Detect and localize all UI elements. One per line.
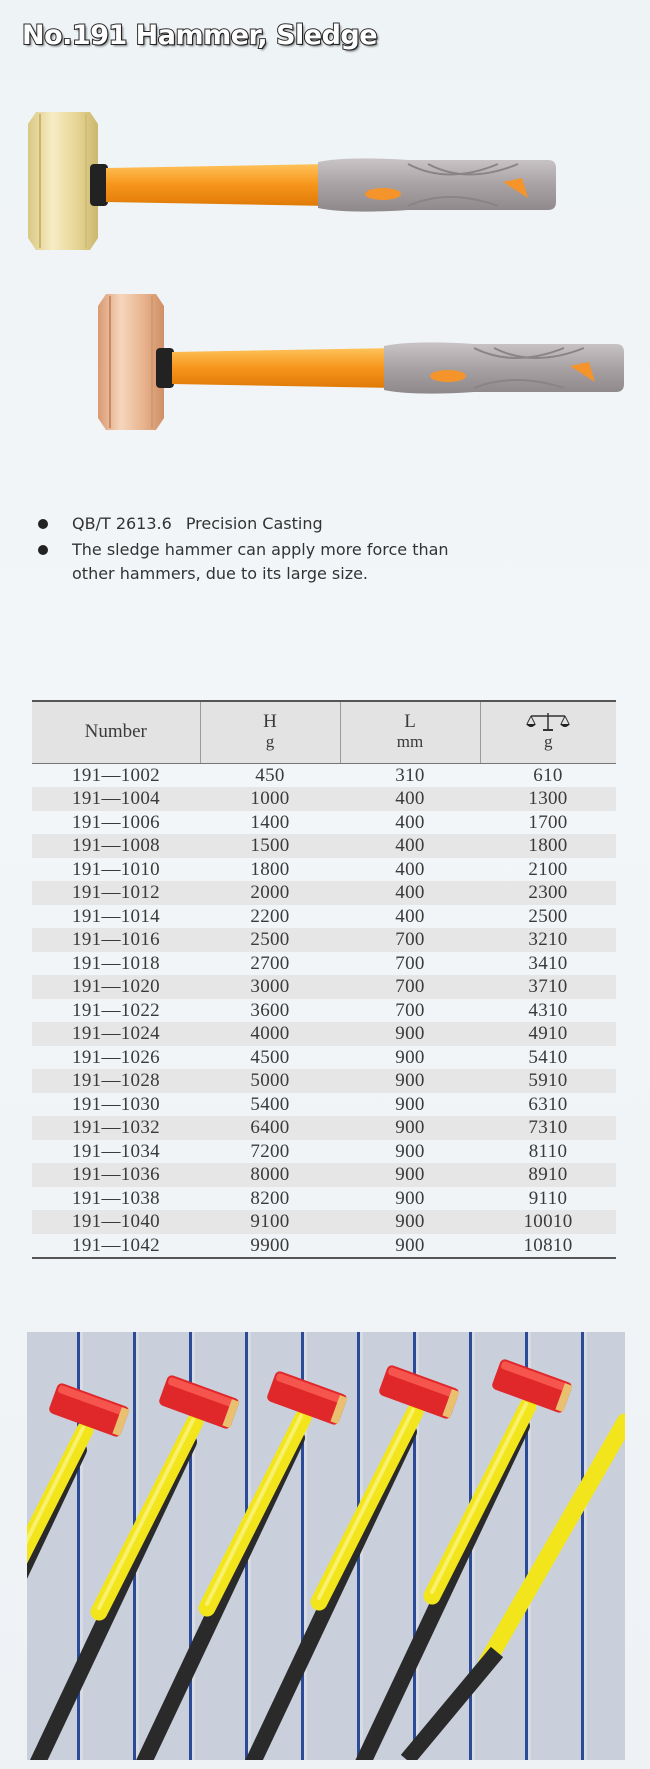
cell-head-weight: 3600 [250, 999, 290, 1021]
cell-length: 400 [395, 788, 425, 809]
cell-total-weight: 10010 [523, 1211, 573, 1232]
cell-total-weight: 610 [533, 764, 563, 786]
cell-total-weight: 1700 [528, 811, 568, 833]
balance-scale-icon [525, 712, 571, 732]
cell-head-weight: 9100 [250, 1211, 290, 1232]
header-length: L mm [340, 701, 480, 763]
cell-number: 191—1018 [72, 952, 160, 974]
table-row [32, 1046, 616, 1070]
table-row [32, 881, 616, 905]
table-header-row [32, 701, 616, 763]
table-row [32, 905, 616, 929]
cell-length: 900 [395, 1140, 425, 1162]
copper-sledge-hammer-image [98, 292, 628, 442]
table-row [32, 858, 616, 882]
table-row [32, 1234, 616, 1259]
cell-head-weight: 4000 [250, 1023, 290, 1044]
cell-head-weight: 8000 [250, 1164, 290, 1185]
feature-text-line: other hammers, due to its large size. [72, 564, 369, 583]
table-row [32, 1163, 616, 1187]
cell-length: 900 [395, 1070, 425, 1091]
cell-head-weight: 7200 [250, 1140, 290, 1162]
cell-number: 191—1004 [72, 788, 160, 809]
cell-head-weight: 2200 [250, 905, 290, 927]
cell-head-weight: 1000 [250, 788, 290, 809]
cell-length: 900 [395, 1117, 425, 1138]
header-total-weight: g [480, 701, 616, 763]
cell-number: 191—1028 [72, 1070, 160, 1091]
cell-number: 191—1030 [72, 1093, 160, 1115]
cell-length: 900 [395, 1023, 425, 1044]
cell-number: 191—1008 [72, 835, 160, 856]
cell-total-weight: 4310 [528, 999, 568, 1021]
table-row [32, 952, 616, 976]
cell-total-weight: 8910 [528, 1164, 568, 1185]
cell-number: 191—1036 [72, 1164, 160, 1185]
table-row [32, 787, 616, 811]
cell-number: 191—1010 [72, 858, 160, 880]
page-title: No.191 Hammer, Sledge [22, 20, 378, 51]
cell-head-weight: 3000 [250, 976, 290, 997]
cell-length: 400 [395, 905, 425, 927]
cell-length: 900 [340, 1234, 480, 1259]
cell-length: 900 [395, 1211, 425, 1232]
cell-head-weight: 1500 [250, 835, 290, 856]
cell-head-weight: 2500 [250, 929, 290, 950]
cell-total-weight: 1300 [528, 788, 568, 809]
header-number: Number [32, 701, 200, 763]
cell-head-weight: 1400 [250, 811, 290, 833]
cell-total-weight: 1800 [528, 835, 568, 856]
cell-head-weight: 2000 [250, 882, 290, 903]
cell-number: 191—1006 [72, 811, 160, 833]
cell-total-weight: 5910 [528, 1070, 568, 1091]
cell-length: 700 [395, 929, 425, 950]
cell-number: 191—1016 [72, 929, 160, 950]
cell-length: 900 [395, 1093, 425, 1115]
cell-number: 191—1042 [32, 1234, 200, 1259]
table-row [32, 811, 616, 835]
cell-total-weight: 2300 [528, 882, 568, 903]
bullet-icon [38, 519, 48, 529]
cell-head-weight: 8200 [250, 1187, 290, 1209]
cell-length: 900 [395, 1187, 425, 1209]
cell-length: 400 [395, 835, 425, 856]
cell-total-weight: 10810 [480, 1234, 616, 1259]
cell-number: 191—1038 [72, 1187, 160, 1209]
cell-head-weight: 1800 [250, 858, 290, 880]
feature-item [38, 538, 598, 586]
cell-number: 191—1040 [72, 1211, 160, 1232]
standard-code: QB/T 2613.6 [72, 514, 172, 533]
table-row [32, 1210, 616, 1234]
cell-head-weight: 5400 [250, 1093, 290, 1115]
cell-total-weight: 8110 [528, 1140, 568, 1162]
table-row [32, 928, 616, 952]
cell-number: 191—1032 [72, 1117, 160, 1138]
feature-item [38, 512, 598, 536]
table-row [32, 1187, 616, 1211]
cell-head-weight: 450 [255, 764, 285, 786]
cell-total-weight: 3210 [528, 929, 568, 950]
bullet-icon [38, 545, 48, 555]
header-head-weight: H g [200, 701, 340, 763]
table-row [32, 1116, 616, 1140]
cell-length: 700 [395, 952, 425, 974]
feature-text-line: The sledge hammer can apply more force than [72, 540, 449, 559]
cell-total-weight: 2500 [528, 905, 568, 927]
table-row [32, 1140, 616, 1164]
cell-head-weight: 9900 [200, 1234, 340, 1259]
table-row [32, 1069, 616, 1093]
table-row [32, 999, 616, 1023]
cell-head-weight: 6400 [250, 1117, 290, 1138]
brass-sledge-hammer-image [28, 110, 558, 260]
cell-number: 191—1020 [72, 976, 160, 997]
table-row [32, 763, 616, 787]
cell-number: 191—1002 [72, 764, 160, 786]
feature-list [38, 512, 598, 588]
specification-table [32, 700, 616, 1259]
cell-total-weight: 6310 [528, 1093, 568, 1115]
cell-length: 700 [395, 976, 425, 997]
cell-head-weight: 2700 [250, 952, 290, 974]
cell-number: 191—1014 [72, 905, 160, 927]
cell-length: 400 [395, 811, 425, 833]
cell-number: 191—1024 [72, 1023, 160, 1044]
cell-number: 191—1012 [72, 882, 160, 903]
cell-number: 191—1022 [72, 999, 160, 1021]
cell-length: 700 [395, 999, 425, 1021]
table-row [32, 975, 616, 999]
cell-length: 900 [395, 1164, 425, 1185]
table-body [32, 763, 616, 1258]
cell-total-weight: 9110 [528, 1187, 568, 1209]
cell-length: 900 [395, 1046, 425, 1068]
table-row [32, 834, 616, 858]
cell-total-weight: 5410 [528, 1046, 568, 1068]
cell-total-weight: 4910 [528, 1023, 568, 1044]
table-row [32, 1022, 616, 1046]
cell-length: 400 [395, 858, 425, 880]
cell-length: 310 [395, 764, 425, 786]
table-row [32, 1093, 616, 1117]
cell-number: 191—1026 [72, 1046, 160, 1068]
feature-text: Precision Casting [185, 514, 323, 533]
product-photo-hammers [27, 1332, 625, 1760]
cell-total-weight: 3410 [528, 952, 568, 974]
cell-length: 400 [395, 882, 425, 903]
cell-total-weight: 7310 [528, 1117, 568, 1138]
cell-head-weight: 5000 [250, 1070, 290, 1091]
cell-number: 191—1034 [72, 1140, 160, 1162]
cell-head-weight: 4500 [250, 1046, 290, 1068]
cell-total-weight: 3710 [528, 976, 568, 997]
cell-total-weight: 2100 [528, 858, 568, 880]
